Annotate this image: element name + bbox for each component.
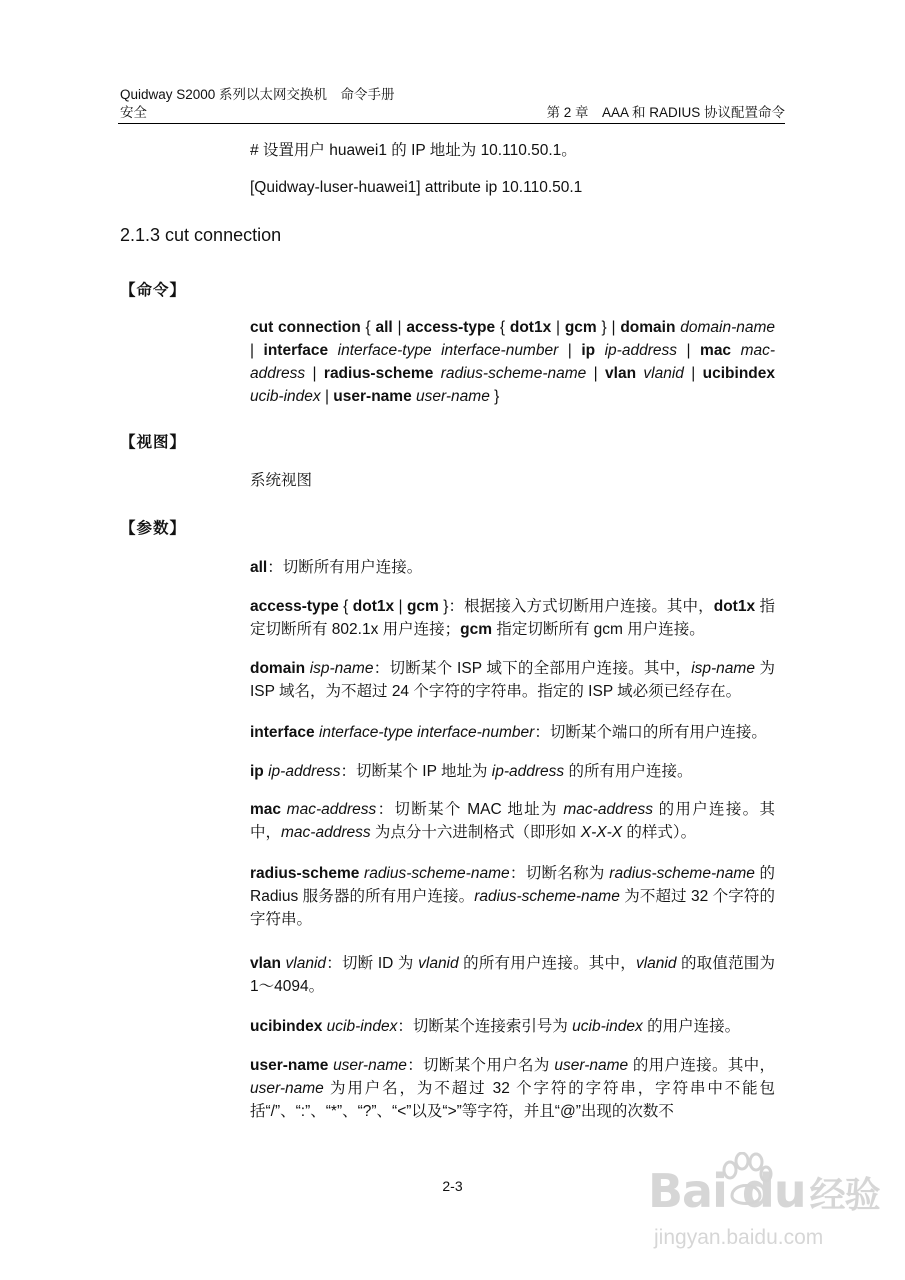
param-interface: interface interface-type interface-number：切断某个端口的所有用户连接。 [250,724,767,741]
param-user-name: user-name user-name：切断某个用户名为 user-name 的用户连接。其中，user-name 为用户名，为不超过 32 个字符的字符串，字符串中不能包括“/”、“:”、“*”、“?”、“<”以及“>”等字符，并且“@”出现的次数不 [250,1057,776,1120]
section-title: 2.1.3 cut connection [120,225,282,245]
param-vlan: vlan vlanid：切断 ID 为 vlanid 的所有用户连接。其中，vlanid 的取值范围为 1～4094。 [250,955,775,995]
param-access-type: access-type { dot1x | gcm }：根据接入方式切断用户连接。其中，dot1x 指定切断所有 802.1x 用户连接；gcm 指定切断所有 gcm 用户连接。 [250,598,775,638]
param-domain: domain isp-name：切断某个 ISP 域下的全部用户连接。其中，isp-name 为 ISP 域名，为不超过 24 个字符的字符串。指定的 ISP 域必须已经存在。 [250,660,776,700]
page-number: 2-3 [442,1178,463,1194]
param-radius-scheme: radius-scheme radius-scheme-name：切断名称为 radius-scheme-name 的 Radius 服务器的所有用户连接。radius-scheme-name 为不超过 32 个字符的字符串。 [250,865,775,928]
watermark-url: jingyan.baidu.com [654,1226,824,1249]
paw-icon [718,1152,774,1212]
baidu-watermark [640,1150,880,1270]
header-chapter: 第 2 章 AAA 和 RADIUS 协议配置命令 [546,105,785,120]
example-comment: # 设置用户 huawei1 的 IP 地址为 10.110.50.1。 [250,142,577,159]
example-command: [Quidway-luser-huawei1] attribute ip 10.110.50.1 [250,179,583,196]
watermark-brand: Bai du 经验 [648,1164,880,1218]
param-ucibindex: ucibindex ucib-index：切断某个连接索引号为 ucib-index 的用户连接。 [250,1018,741,1035]
view-text: 系统视图 [250,472,313,489]
header-rule [118,123,785,124]
label-params: 【参数】 [120,520,187,537]
label-command: 【命令】 [120,282,187,299]
header-section: 安全 [120,105,147,120]
param-ip: ip ip-address：切断某个 IP 地址为 ip-address 的所有用户连接。 [250,763,693,780]
label-view: 【视图】 [120,434,187,451]
param-mac: mac mac-address：切断某个 MAC 地址为 mac-address 的用户连接。其中，mac-address 为点分十六进制格式（即形如 X-X-X 的样式）。 [250,801,775,841]
header-product: Quidway S2000 系列以太网交换机 命令手册 [120,87,395,102]
command-syntax: cut connection { all | access-type { dot1x | gcm } | domain domain-name | interface interface-type interface-number | ip ip-address | mac mac-address | radius-scheme radius-scheme-name | vlan vlanid | ucibindex ucib-index | user-name user-name } [250,319,776,405]
param-all: all：切断所有用户连接。 [250,559,423,576]
